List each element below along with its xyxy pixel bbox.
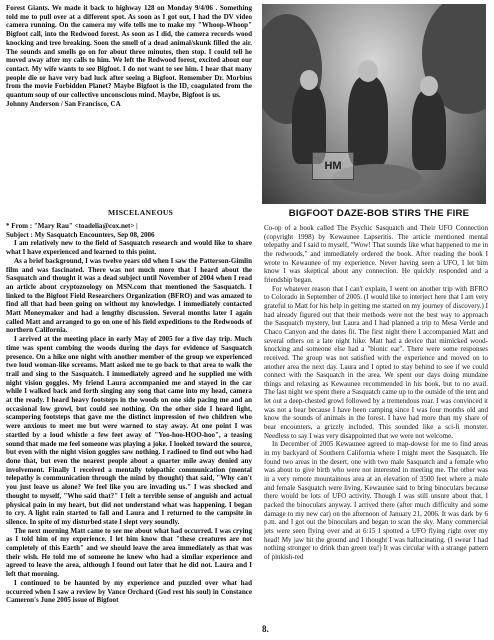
right-paragraph: In December of 2005 Kewaunee agreed to map-dowse for me to find areas in my backyard of Southern California where I might meet the Sasquatch. He found two areas in the desert, one with two male Sasquatch and a female who was about to give birth who were not interested in meeting me. The other was in a very remote mountainous area at an elevation of 3500 feet where a male and female Sasquatch were living. Kewaunee said to bring binoculars because there would be lots of UFO activity. Though I was still unsure about that, I packed the binoculars anyway. I arrived there (after much difficulty and some damage to my new car) on the afternoon of January 21, 2006. It was dark by 6 p.m. and I got out the binoculars and began to scan the sky. Many commercial jets were seen flying over and at 6:15 I spotted a UFO flying right over my head! My jaw hit the ground and I thought I was hallucinating. (I swear I had nothing stronger to drink than green tea!) It was circular with a strange pattern of pinkish-red — [264, 440, 488, 561]
email-from: * From : "Mary Rau" <toadelia@cox.net> | — [6, 222, 138, 230]
left-paragraph: I continued to be haunted by my experience and puzzled over what had occurred when I saw a review by Vance Orchard (God rest his soul) in Constance Cameron's June 2005 issue of Bigfoot — [6, 578, 252, 605]
left-paragraph: The next morning Matt came to see me about what had occurred. I was crying as I told him of my experience. I let him know that "these creatures are not completely of this Earth" and we should leave the area immediately as that was their wish. He told me of someone he knew who had a similar experience and agreed to leave the area, although I found out later that he did not. Laura and I left that morning. — [6, 526, 252, 579]
person-face — [300, 70, 318, 90]
left-paragraph: I am relatively new to the field of Sasquatch research and would like to share what I have experienced and learned to this point. — [6, 239, 252, 257]
right-paragraph: For whatever reason that I can't explain, I went on another trip with BFRO to Colorado in September of 2005. (I would like to interject here that I am very grateful to Matt for his help in getting me started on my journey of discovery.) I had already figured out that their methods were not the best way to approach the Sasquatch mystery, but Laura and I had planned a trip to Mesa Verde and Chaco Canyon and the dates fit. The first night there I accompanied Matt and several others on a late night hike. Matt had a device that mimicked wood-knocking and someone else had a "bionic ear". There were some responses received. The group was not satisfied with the experience and moved on to another area the next day. Laura and I opted to stay behind to see if we could connect with the Sasquatch in the area. We spent our days doing mundane things and relaxing as Kewaunee recommended in his book, but to no avail. The last night we spent there a Sasquatch came up to the outside of the tent and let out a deep-chested growl followed by a tremendous roar. I was convinced it was not a bear because I have been camping since I was four months old and know the sounds of animals in the forest. I have had more than my share of bear encounters, a grizzly included. This sounded like a sci-fi monster. Needless to say I was very disappointed that we were not welcome. — [264, 284, 488, 440]
person-face — [420, 76, 438, 96]
left-paragraph: I arrived at the meeting place in early May of 2005 for a five day trip. Much time was spent combing the woods during the days for evidence of Sasquatch presence. On a hike one night with another member of the group we experienced two loud woman-like screams. Matt asked me to go back to that area to walk the trail and sing to the Sasquatch. I immediately agreed and he supplied me with night vision goggles. My friend Laura accompanied me and stayed in the car while I walked back and forth singing any song that came into my head, camera at the ready. I heard heavy footsteps in the woods on one side pacing me and an occasional low growl, but could see nothing. On the other side I heard light, scampering footsteps that gave me the distinct impression of two children who were anxious to meet me but were warned to stay away. At one point I was startled by a loud whistle a few feet away of "Yoo-hoo-HOO-hoo", a teasing sound that made me feel someone was playing a joke. I looked toward the source, but even with the night vision goggles saw nothing. I radioed to find out who had done that, but even the nearest people about a quarter mile away denied any involvement. Finally I received a mentally telepathic communication (mental telepathy is communication through the mind by thought) that said, "Why can't you just leave us alone? We feel like you are invading us." I was shocked and thought to myself, "Who said that?" I felt a terrible sense of anguish and actual physical pain in my heart, but did not understand what was happening. I began to cry. A light rain started to fall and Laura and I returned to the campsite in silence. In spite of my disturbed state I slept very soundly. — [6, 335, 252, 526]
right-paragraph: Co-op of a book called The Psychic Sasquatch and Their UFO Connection (copyright 1998) by Kewaunee Lapseritis. The article mentioned mental telepathy and I said to myself, "Wow! That sounds like what happened to me in the redwoods," and immediately ordered the book. After reading the book I wrote to Kewaunee of my experience. Never having seen a UFO, I let him know I was skeptical about any connection. He quickly responded and a friendship began. — [264, 224, 488, 284]
email-subject: Subject : My Sasquatch Encounters, Sep 08, 2006 — [6, 230, 155, 239]
page-number: 8. — [262, 624, 269, 634]
hm-stamp: HM — [312, 152, 354, 180]
campfire-photo — [262, 4, 486, 204]
misc-heading: MISCELANEOUS — [108, 208, 174, 217]
right-body-article — [264, 224, 488, 620]
left-top-paragraph: Forest Giants. We made it back to highway 128 on Monday 9/4/06 . Something told me to pull over at a different spot. As soon as I got out, I had the DV video camera running. On the camera my wife tells me to make my "Whoop-Whoop" Bigfoot call, into the Redwood forest. As soon as I did, the camera records wood knocking and tree breaking. Soon the smell of a dead animal/skunk filled the air. The sounds and smells go on for about three minutes, then stop. I could tell he moved away after my calls to him. We left the Redwood forest, excited about our contact. My wife wants to see Bigfoot. I do not want to see him. I hear that many people die or have very bad luck after seeing a Bigfoot. Remember Dr. Morbius from the movie Forbidden Planet? Maybe Bigfoot is the ID, coagulated from the quantum soup of our collective unconscious mind. Maybe, Bigfoot is us. — [6, 4, 252, 100]
person-figure — [348, 76, 388, 166]
left-top-article — [6, 4, 252, 182]
photo-caption: BIGFOOT DAZE-BOB STIRS THE FIRE — [288, 208, 470, 219]
person-figure — [412, 90, 446, 170]
left-top-signoff: Johnny Anderson / San Francisco, CA — [6, 99, 121, 108]
left-paragraph: As a brief background, I was twelve years old when I saw the Patterson-Gimlin film and was fascinated. There was not much more that I heard about the Sasquatch and thought it was a dead subject until November of 2004 when I read an article about cryptozoology on MSN.com that mentioned the Sasquatch. I linked to the Bigfoot Field Researchers Organization (BFRO) and was amazed to find all that had been going on without my knowledge. I immediately contacted Matt Moneymaker and had a lengthy discussion. Several months later I again called Matt and arranged to go on one of his field expeditions to the Redwoods of northern California. — [6, 256, 252, 335]
left-body-article — [6, 222, 252, 634]
person-face — [358, 60, 378, 82]
